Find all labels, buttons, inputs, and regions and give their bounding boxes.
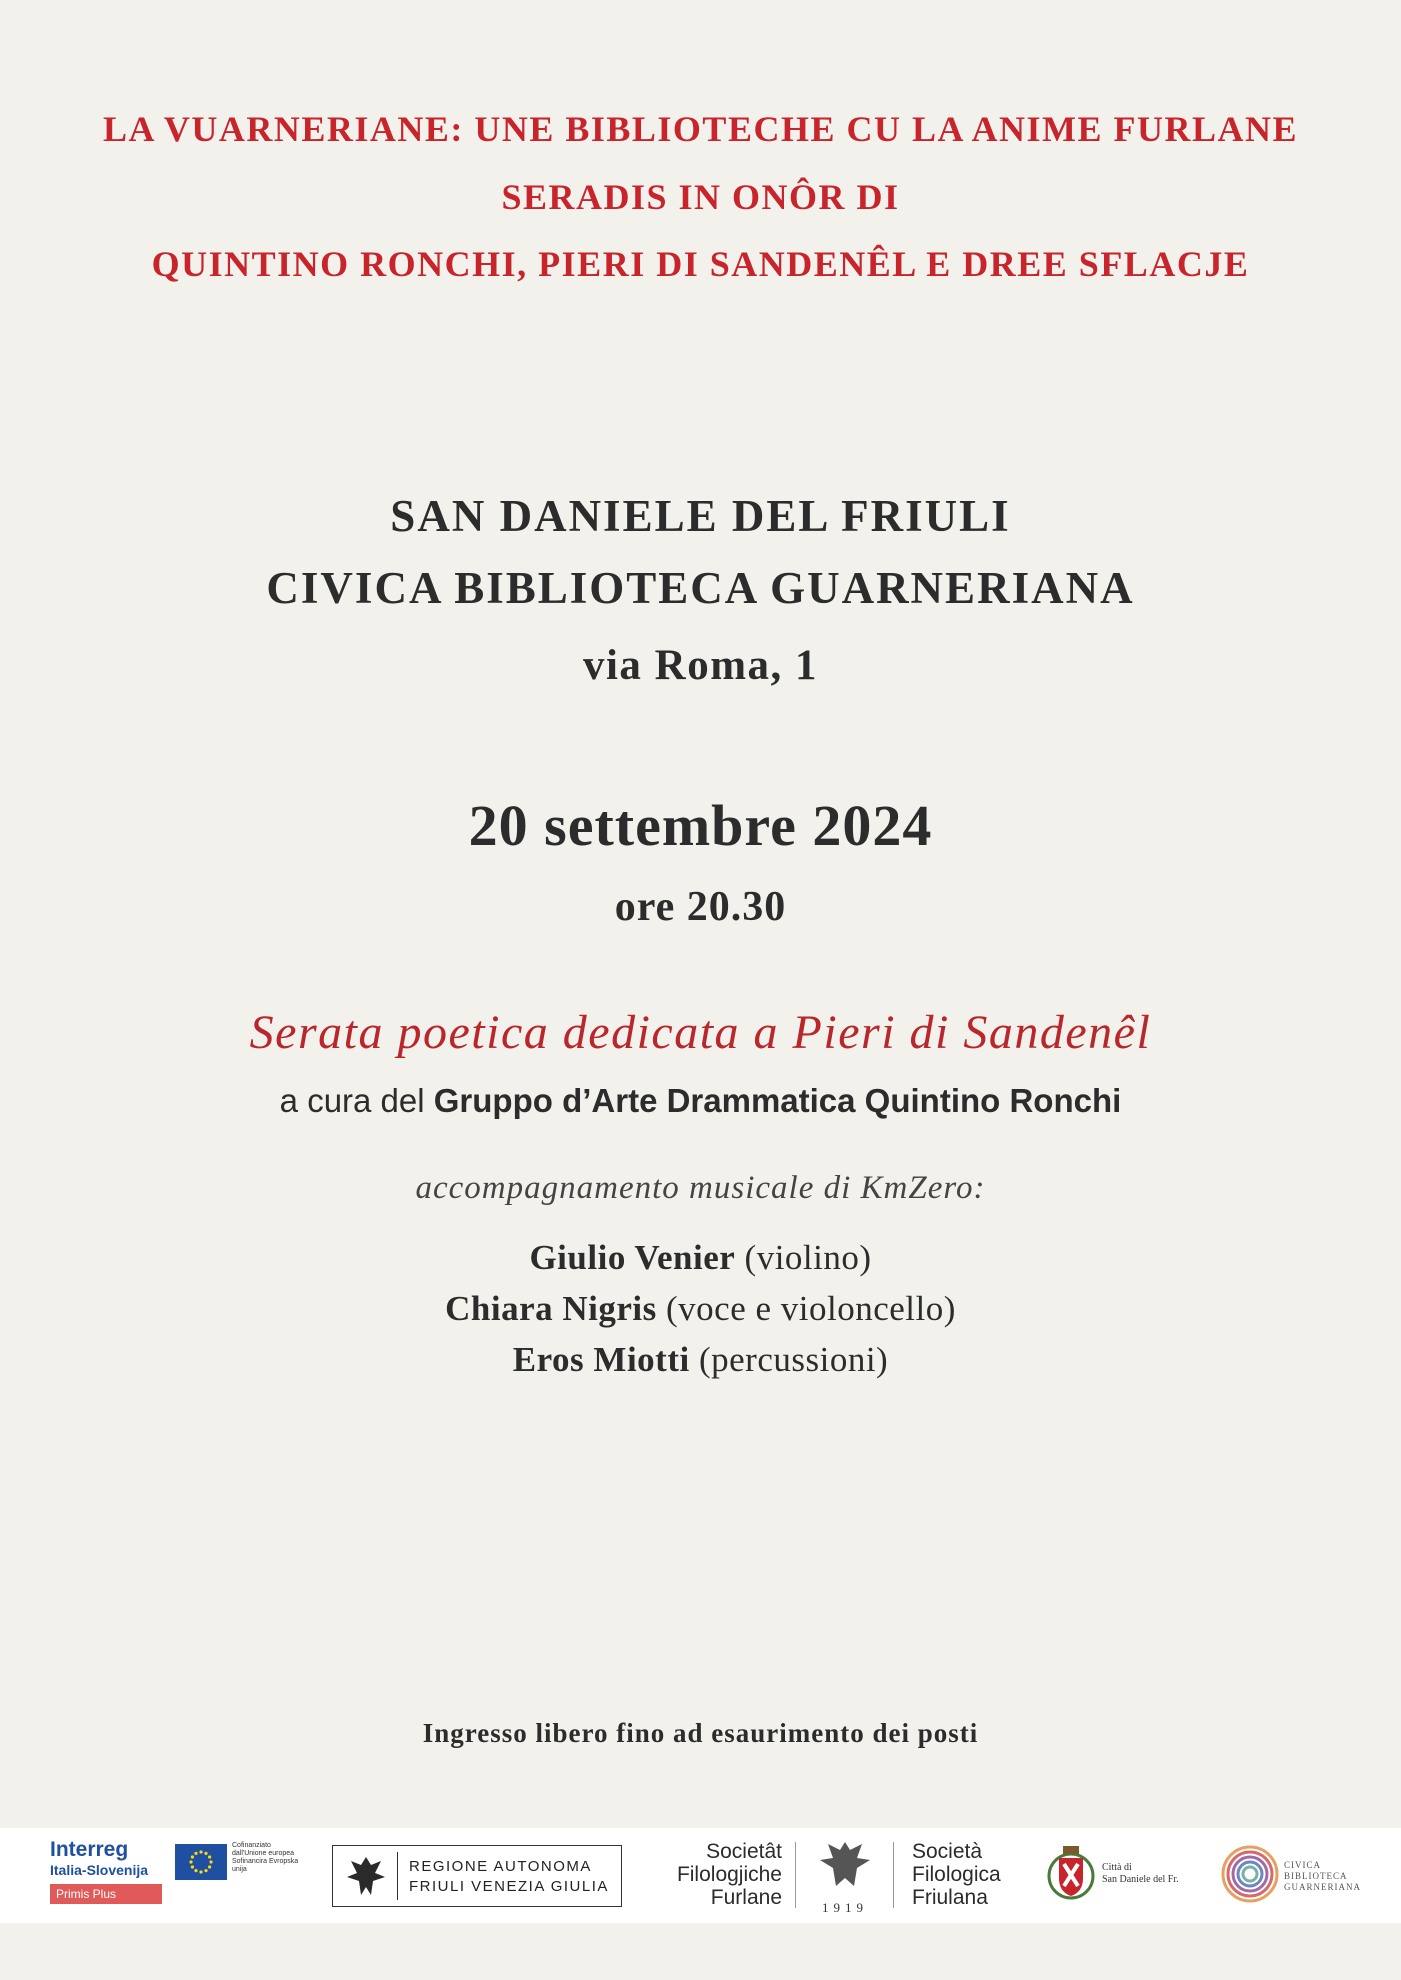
musician-name: Chiara Nigris [445,1289,657,1328]
eagle-icon [341,1851,391,1901]
societat-year: 1919 [822,1900,868,1915]
societa-friulana-text [912,1840,1044,1909]
societat-word-2: Filologjiche [676,1863,782,1886]
musician-role: (violino) [735,1238,872,1277]
city-crest-icon [1046,1840,1096,1906]
bottom-margin [0,1923,1401,1980]
event-title: Serata poetica dedicata a Pieri di Sandenêl [249,1006,1152,1059]
venue-library: CIVICA BIBLIOTECA GUARNERIANA [266,563,1135,613]
entry-note: Ingresso libero fino ad esaurimento dei posti [422,1718,979,1748]
musician-name: Giulio Venier [529,1238,736,1277]
musician-1 [0,1238,1401,1278]
regione-line-2: FRIULI VENEZIA GIULIA [409,1878,609,1895]
biblioteca-guarneriana-logo [1220,1844,1380,1908]
music-intro: accompagnamento musicale di KmZero: [415,1170,986,1206]
sponsor-logo-bar [0,1828,1401,1923]
societa-word-1: Società [912,1840,983,1863]
event-time: ore 20.30 [614,884,787,930]
citta-line-1: Città di [1102,1862,1132,1873]
eu-cofinancing-text: Cofinanziato dall'Unione europea Sofinancira Evropska unija [232,1842,299,1873]
biblioteca-line-3: GUARNERIANA [1284,1882,1361,1892]
musician-role: (percussioni) [689,1340,889,1379]
curated-by-line [0,1082,1401,1120]
biblioteca-line-2: BIBLIOTECA [1284,1871,1348,1881]
citta-text [1102,1862,1179,1886]
biblioteca-text [1284,1860,1361,1893]
header-line-2: SERADIS IN ONÔR DI [501,177,900,217]
eu-flag-icon [175,1844,227,1880]
societa-word-2: Filologica [912,1863,1001,1886]
societa-word-3: Friulana [912,1886,988,1909]
regione-line-1: REGIONE AUTONOMA [409,1858,592,1875]
societat-word-1: Societât [706,1840,782,1863]
header-line-3: QUINTINO RONCHI, PIERI DI SANDENÊL E DREE SFLACJE [151,244,1250,284]
musician-2 [0,1289,1401,1329]
eagle-emblem-icon [810,1838,880,1898]
interreg-logo [50,1838,300,1913]
venue-city: SAN DANIELE DEL FRIULI [390,491,1011,541]
musician-name: Eros Miotti [512,1340,690,1379]
biblioteca-line-1: CIVICA [1284,1860,1321,1870]
societat-word-3: Furlane [710,1886,782,1909]
citta-san-daniele-logo [1046,1840,1196,1910]
interreg-program-badge: Primis Plus [50,1884,162,1904]
musician-role: (voce e violoncello) [656,1289,956,1328]
curated-prefix: a cura del [279,1082,434,1119]
societat-eagle-emblem [810,1838,880,1918]
curated-by-group: Gruppo d’Arte Drammatica Quintino Ronchi [433,1082,1122,1119]
concentric-rings-icon [1220,1844,1280,1904]
citta-line-2: San Daniele del Fr. [1102,1874,1179,1885]
venue-address: via Roma, 1 [582,642,819,689]
header-line-1: LA VUARNERIANE: UNE BIBLIOTECHE CU LA ANIME FURLANE [102,109,1298,149]
musician-3 [0,1340,1401,1380]
interreg-subtitle: Italia-Slovenija [50,1862,149,1878]
regione-fvg-logo [332,1845,622,1907]
interreg-brand: Interreg [50,1838,129,1861]
societat-furlane-text [650,1840,782,1909]
event-date: 20 settembre 2024 [468,793,933,858]
